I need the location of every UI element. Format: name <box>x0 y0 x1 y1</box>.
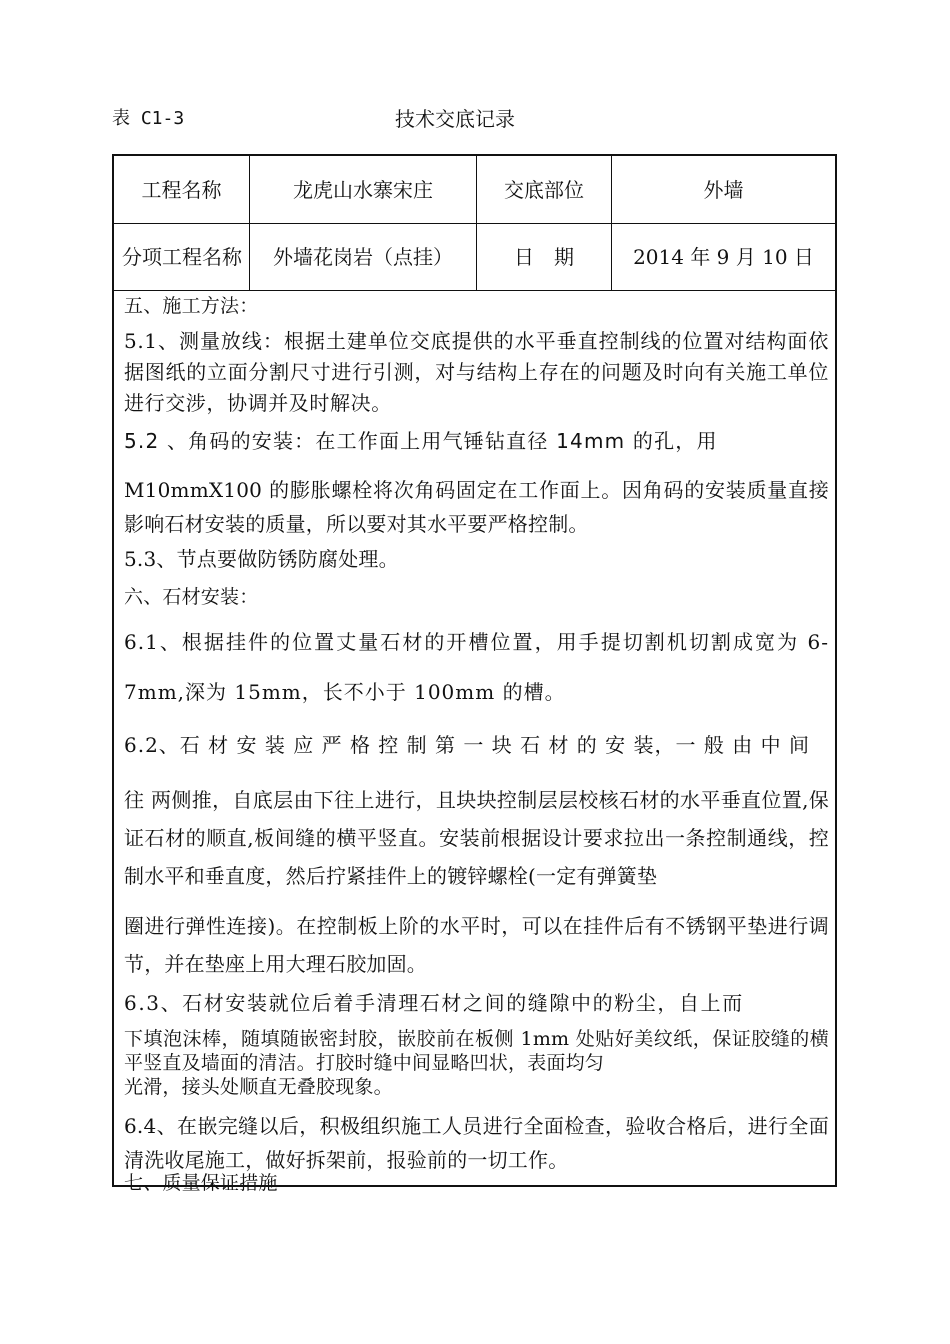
paragraph-5-2: M10mmX100 的膨胀螺栓将次角码固定在工作面上。因角码的安装质量直接影响石材安装的质量，所以要对其水平要严格控制。 <box>124 478 829 536</box>
paragraph-6-3-end: 光滑，接头处顺直无叠胶现象。 <box>124 1076 393 1098</box>
header-grid <box>114 156 835 291</box>
subitem-label: 分项工程名称 <box>122 245 242 269</box>
document-title: 技术交底记录 <box>395 107 515 131</box>
paragraph-5-3: 5.3、节点要做防锈防腐处理。 <box>124 547 399 571</box>
date-value: 2014 年 9 月 10 日 <box>633 245 814 269</box>
project-name-label: 工程名称 <box>141 177 222 202</box>
paragraph-6-2-middle: 往 两侧推，自底层由下往上进行，且块块控制层层校核石材的水平垂直位置,保证石材的顺直,板间缝的横平竖直。安装前根据设计要求拉出一条控制通线，控制水平和垂直度，然后拧紧挂件上的镀锌螺栓(一定有弹簧垫 <box>124 788 829 888</box>
paragraph-6-4: 6.4、在嵌完缝以后，积极组织施工人员进行全面检查，验收合格后，进行全面清洗收尾施工，做好拆架前，报验前的一切工作。 <box>124 1114 829 1172</box>
paragraph-6-3-middle: 下填泡沫棒，随填随嵌密封胶，嵌胶前在板侧 1mm 处贴好美纹纸，保证胶缝的横平竖直及墙面的清洁。打胶时缝中间显略凹状，表面均匀 <box>124 1028 829 1074</box>
paragraph-6-1: 6.1、根据挂件的位置丈量石材的开槽位置，用手提切割机切割成宽为 6-7mm,深为 15mm，长不小于 100mm 的槽。 <box>124 630 829 704</box>
paragraph-6-2-end: 圈进行弹性连接)。在控制板上阶的水平时，可以在挂件后有不锈钢平垫进行调节，并在垫座上用大理石胶加固。 <box>124 914 829 976</box>
section-5-heading: 五、施工方法： <box>124 295 259 317</box>
location-label: 交底部位 <box>504 177 584 202</box>
date-label: 日 期 <box>514 245 574 269</box>
content-area <box>124 294 829 1195</box>
project-name-value: 龙虎山水寨宋庄 <box>293 177 433 202</box>
paragraph-5-2-first-line: 5.2 、角码的安装：在工作面上用气锤钻直径 14mm 的孔，用 <box>124 429 718 453</box>
grid-line <box>114 290 835 291</box>
subitem-value: 外墙花岗岩（点挂） <box>273 245 453 269</box>
section-7-heading: 七、质量保证措施 <box>124 1172 278 1194</box>
location-value: 外墙 <box>703 177 744 202</box>
paragraph-6-2-first-line: 6.2、石 材 安 装 应 严 格 控 制 第 一 块 石 材 的 安 装，一 般 由 中 间 <box>124 733 810 757</box>
section-6-heading: 六、石材安装： <box>124 586 259 608</box>
record-table <box>112 154 837 1194</box>
paragraph-5-1: 5.1、测量放线：根据土建单位交底提供的水平垂直控制线的位置对结构面依据图纸的立面分割尺寸进行引测，对与结构上存在的问题及时向有关施工单位进行交涉，协调并及时解决。 <box>124 329 829 415</box>
form-id: 表 C1-3 <box>112 108 185 129</box>
paragraph-6-3-first-line: 6.3、石材安装就位后着手清理石材之间的缝隙中的粉尘，自上而 <box>124 991 744 1015</box>
